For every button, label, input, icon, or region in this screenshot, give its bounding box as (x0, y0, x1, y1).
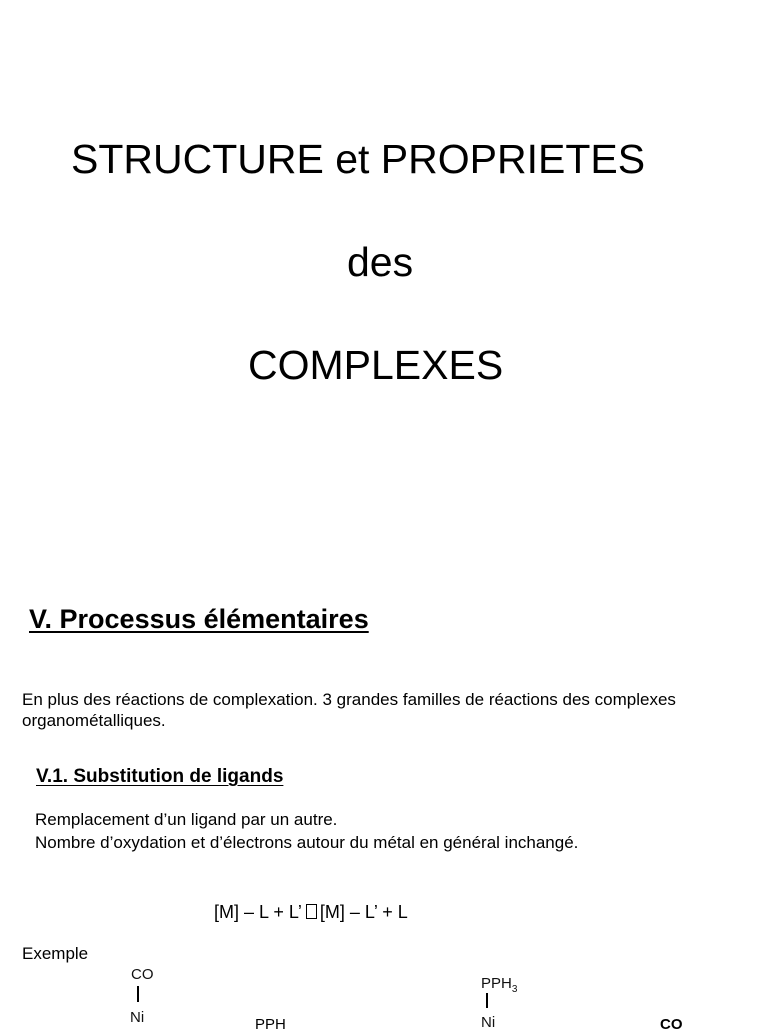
byproduct-partial: CO (660, 1016, 683, 1033)
reaction-equation (214, 902, 408, 923)
reactant-co-ligand: CO (131, 966, 154, 983)
title-line-1: STRUCTURE et PROPRIETES (71, 136, 646, 182)
example-label: Exemple (22, 944, 89, 963)
section-intro: En plus des réactions de complexation. 3 grandes familles de réactions des complexes organométalliques. (22, 690, 676, 730)
arrow-icon (306, 904, 317, 919)
reactant-metal: Ni (130, 1009, 145, 1026)
product-metal: Ni (481, 1014, 496, 1031)
product-pph3-ligand: $PPH_3$ (481, 975, 518, 995)
reactant-bond (137, 986, 139, 1002)
equation-right: [M] – L’ + L (319, 902, 408, 922)
reagent-partial: PPH (255, 1016, 286, 1033)
section-heading: V. Processus élémentaires (29, 604, 369, 634)
title-line-2: des (347, 239, 414, 285)
product-bond (486, 993, 488, 1008)
subsection-line-2: Nombre d’oxydation et d’électrons autour du métal en général inchangé. (35, 833, 579, 852)
subsection-heading: V.1. Substitution de ligands (36, 766, 284, 787)
title-line-3: COMPLEXES (248, 342, 504, 388)
subsection-line-1: Remplacement d’un ligand par un autre. (35, 810, 338, 829)
equation-left: [M] – L + L’ (214, 902, 302, 922)
